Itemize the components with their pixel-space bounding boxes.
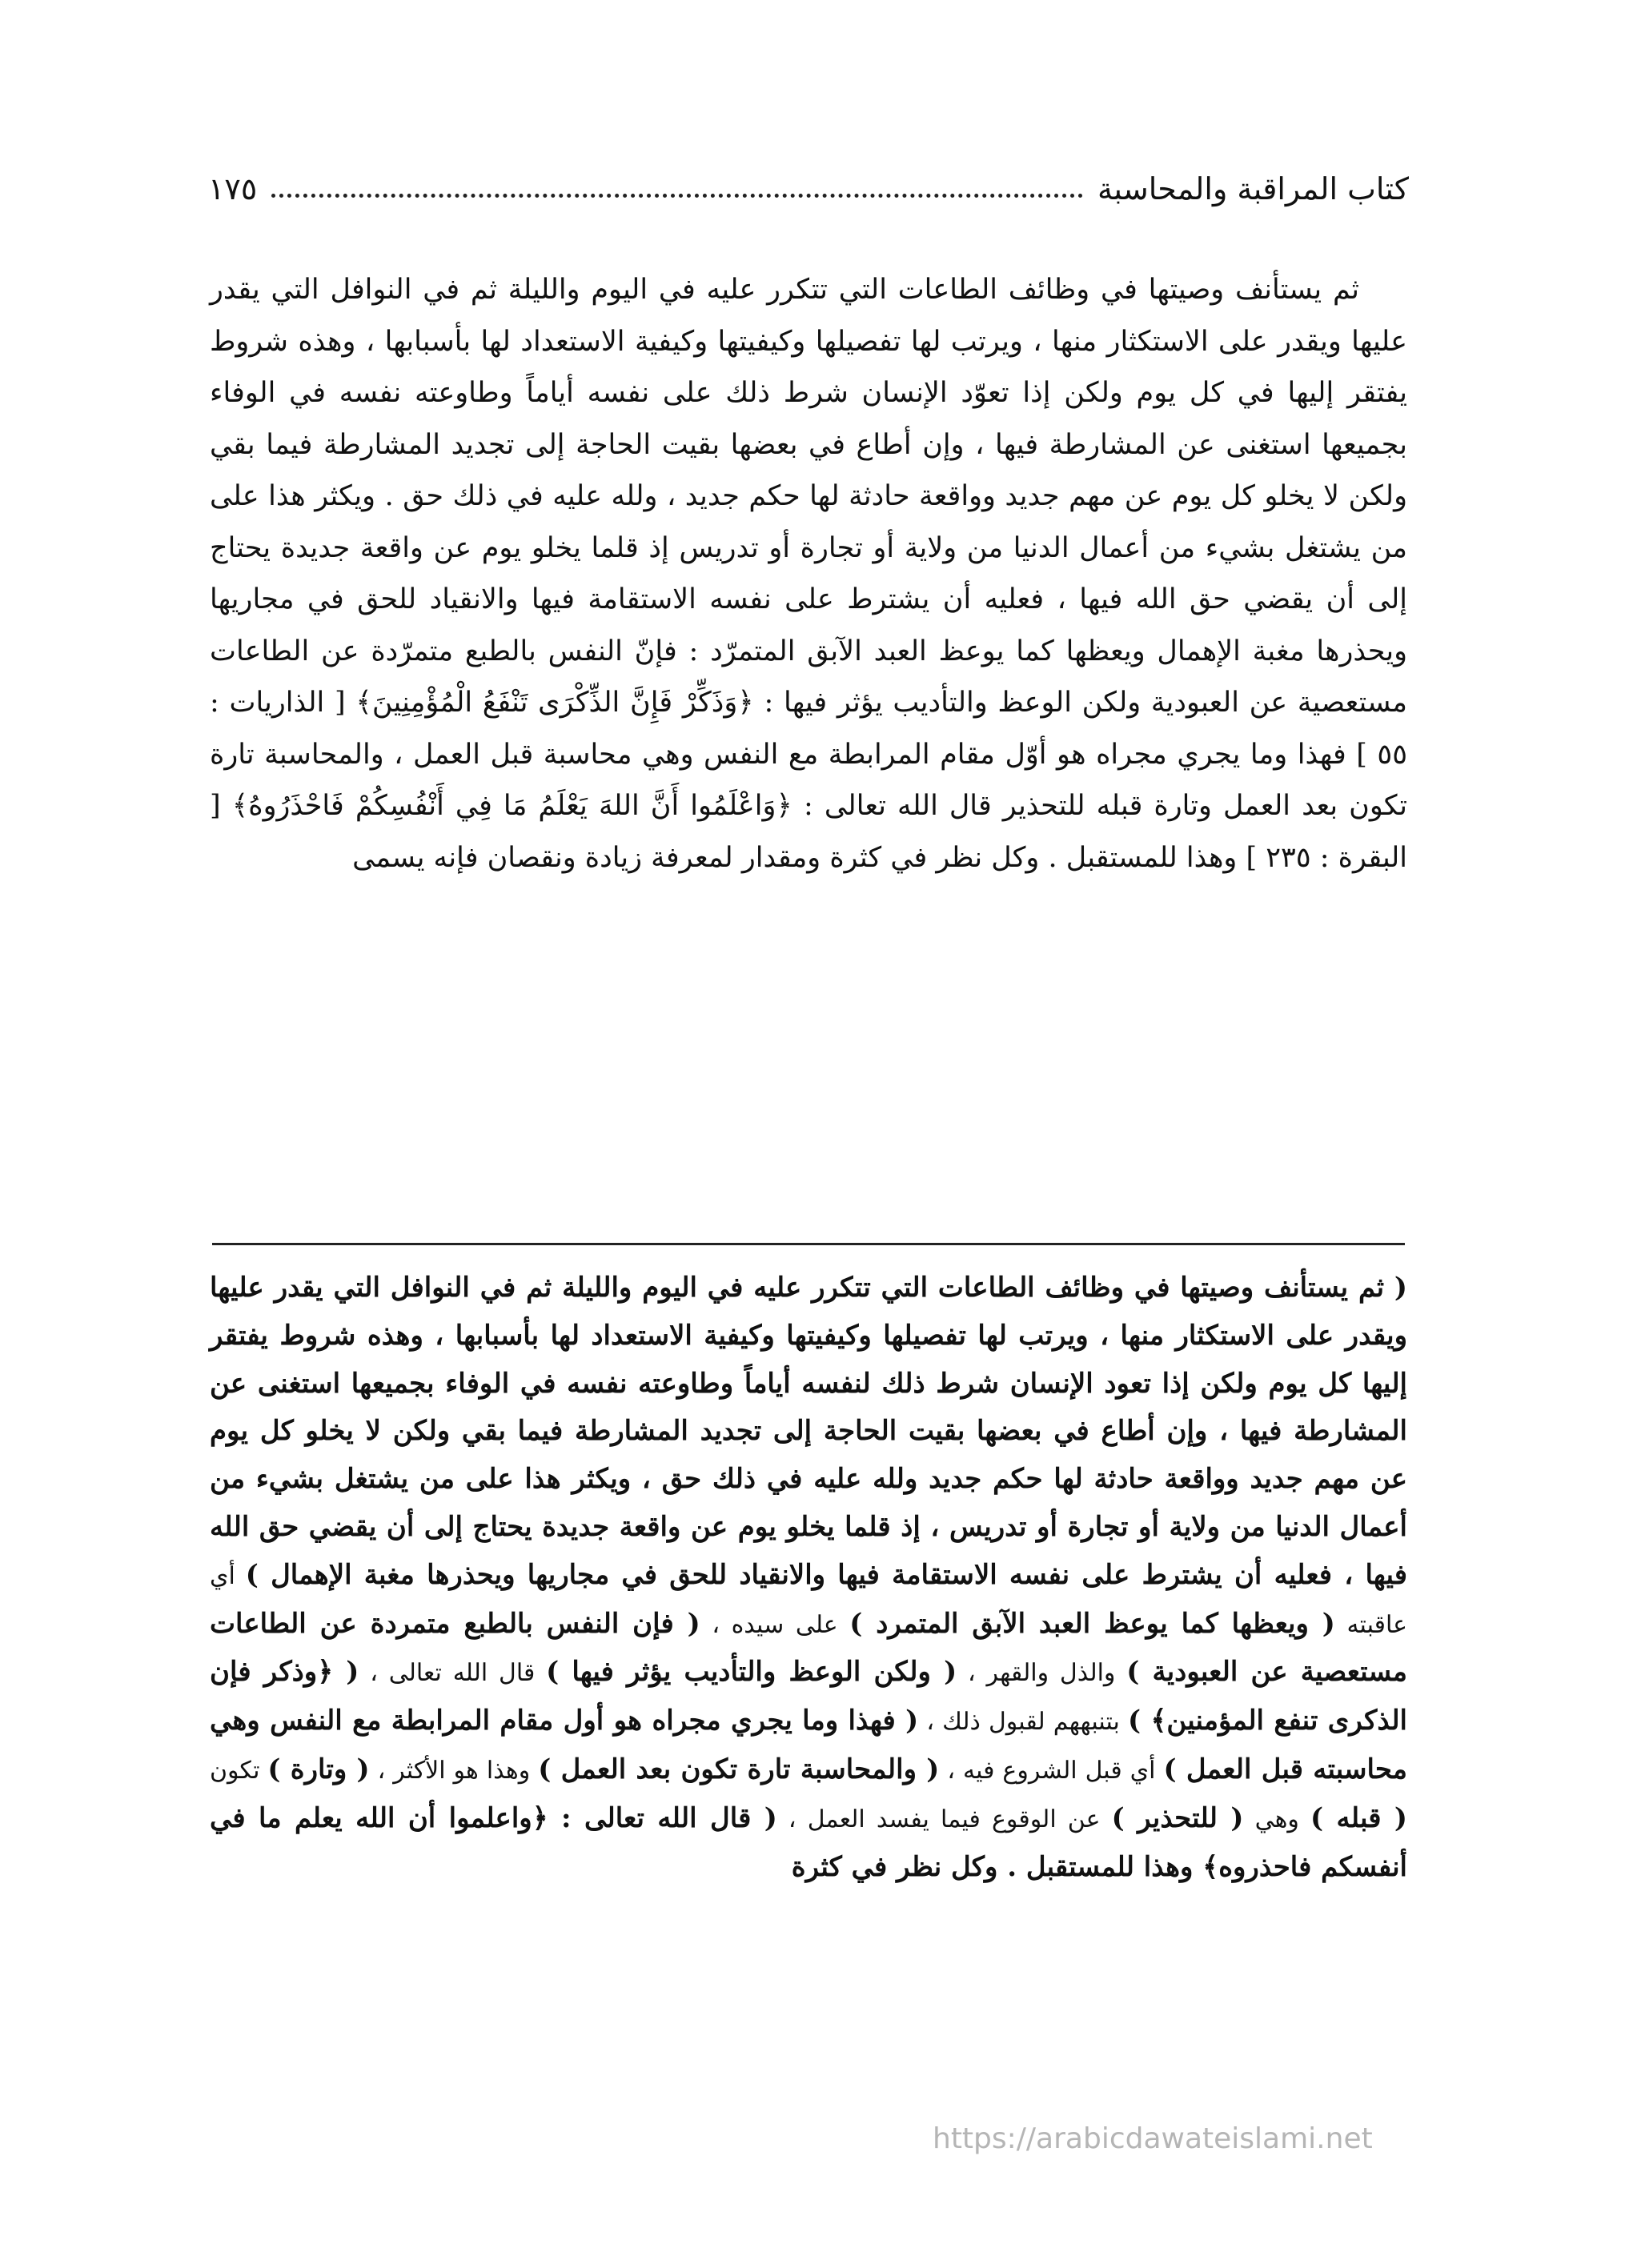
commentary-quoted-text: ( قال الله تعالى : ﴿واعلموا أن الله يعلم ما في أنفسكم فاحذروه﴾ وهذا للمستقبل . وكل نظر في كثرة	[210, 1801, 1407, 1883]
main-text-body: ثم يستأنف وصيتها في وظائف الطاعات التي تتكرر عليه في اليوم والليلة ثم في النوافل التي يقدر عليها ويقدر على الاستكثار منها ، ويرتب لها تفصيلها وكيفيتها وكيفية الاستعداد لها بأسبابها ، وهذه شروط يفتقر إليها في كل يوم ولكن إذا تعوّد الإنسان شرط ذلك على نفسه أياماً وطاوعته نفسه في الوفاء بجميعها استغنى عن المشارطة فيها ، وإن أطاع في بعضها بقيت الحاجة إلى تجديد المشارطة فيما بقي ولكن لا يخلو كل يوم عن مهم جديد وواقعة حادثة لها حكم جديد ، ولله عليه في ذلك حق . ويكثر هذا على من يشتغل بشيء من أعمال الدنيا من ولاية أو تجارة أو تدريس إذ قلما يخلو يوم عن واقعة جديدة يحتاج إلى أن يقضي حق الله فيها ، فعليه أن يشترط على نفسه الاستقامة فيها والانقياد للحق في مجاريها ويحذرها مغبة الإهمال ويعظها كما يوعظ العبد الآبق المتمرّد : فإنّ النفس بالطبع متمرّدة عن الطاعات مستعصية عن العبودية ولكن الوعظ والتأديب يؤثر فيها : ﴿وَذَكِّرْ فَإِنَّ الذِّكْرَى تَنْفَعُ الْمُؤْمِنِينَ﴾ [ الذاريات : ٥٥ ] فهذا وما يجري مجراه هو أوّل مقام المرابطة مع النفس وهي محاسبة قبل العمل ، والمحاسبة تارة تكون بعد العمل وتارة قبله للتحذير قال الله تعالى : ﴿وَاعْلَمُوا أَنَّ اللهَ يَعْلَمُ مَا فِي أَنْفُسِكُمْ فَاحْذَرُوهُ﴾ [ البقرة : ٢٣٥ ] وهذا للمستقبل . وكل نظر في كثرة ومقدار لمعرفة زيادة ونقصان فإنه يسمى	[210, 274, 1407, 874]
page-number: ١٧٥	[208, 171, 258, 206]
commentary-quoted-text: ( ﴿وذكر فإن الذكرى تنفع المؤمنين﴾ )	[210, 1656, 1408, 1737]
commentary-quoted-text: ( ثم يستأنف وصيتها في وظائف الطاعات التي تتكرر عليه في اليوم والليلة ثم في النوافل التي يقدر عليها ويقدر على الاستكثار منها ، ويرتب لها تفصيلها وكيفيتها وكيفية الاستعداد لها بأسبابها ، وهذه شروط يفتقر إليها كل يوم ولكن إذا تعود الإنسان شرط ذلك لنفسه أياماً وطاوعته نفسه في الوفاء بجميعها استغنى عن المشارطة فيها ، وإن أطاع في بعضها بقيت الحاجة إلى تجديد المشارطة فيما بقي ولكن لا يخلو كل يوم عن مهم جديد وواقعة حادثة لها حكم جديد ولله عليه في ذلك حق ، ويكثر هذا على من يشتغل بشيء من أعمال الدنيا من ولاية أو تجارة أو تدريس ، إذ قلما يخلو يوم عن واقعة جديدة يحتاج إلى أن يقضي حق الله فيها ، فعليه أن يشترط على نفسه الاستقامة فيها والانقياد للحق في مجاريها ويحذرها مغبة الإهمال )	[210, 1272, 1407, 1591]
commentary-explanation: أي عاقبته	[210, 1561, 1408, 1639]
commentary-explanation: والذل والقهر ،	[957, 1659, 1127, 1688]
commentary-explanation: أي قبل الشروع فيه ،	[939, 1756, 1164, 1785]
commentary-explanation: بتنبههم لقبول ذلك ،	[918, 1708, 1128, 1737]
commentary-quoted-text: ( ويعظها كما يوعظ العبد الآبق المتمرد )	[849, 1607, 1335, 1640]
commentary-explanation: قال الله تعالى ،	[359, 1659, 547, 1688]
commentary-block	[210, 1264, 1407, 1891]
source-watermark: https://arabicdawateislami.net	[933, 2122, 1373, 2155]
commentary-quoted-text: ( وتارة )	[267, 1753, 370, 1785]
commentary-quoted-text: ( للتحذير )	[1111, 1801, 1244, 1834]
commentary-quoted-text: ( والمحاسبة تارة تكون بعد العمل )	[538, 1753, 940, 1785]
dot-leader	[271, 194, 1083, 198]
commentary-quoted-text: ( فهذا وما يجري مجراه هو أول مقام المرابطة مع النفس وهي محاسبته قبل العمل )	[210, 1705, 1408, 1785]
commentary-explanation: تكون	[210, 1756, 268, 1785]
commentary-explanation: على سيده ،	[700, 1610, 850, 1639]
chapter-title: كتاب المراقبة والمحاسبة	[1097, 171, 1409, 206]
main-text-block	[210, 264, 1407, 884]
commentary-quoted-text: ( قبله )	[1310, 1801, 1407, 1834]
commentary-quoted-text: ( ولكن الوعظ والتأديب يؤثر فيها )	[546, 1656, 957, 1689]
separator-rule	[212, 1243, 1405, 1245]
commentary-explanation: عن الوقوع فيما يفسد العمل ،	[776, 1805, 1112, 1833]
commentary-explanation: وهي	[1243, 1805, 1311, 1833]
commentary-quoted-text: ( فإن النفس بالطبع متمردة عن الطاعات مستعصية عن العبودية )	[210, 1607, 1407, 1689]
commentary-explanation: وهذا هو الأكثر ،	[369, 1756, 539, 1785]
running-header	[208, 156, 1409, 204]
